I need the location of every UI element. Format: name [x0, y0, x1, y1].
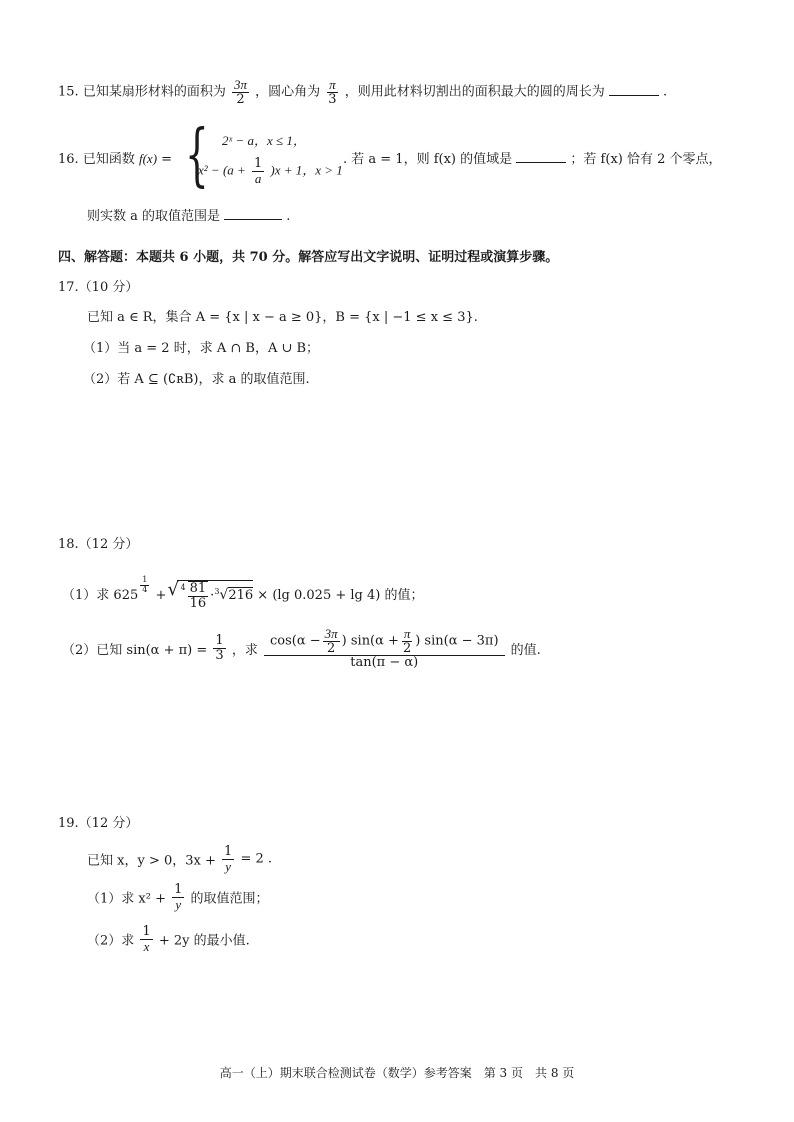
q16-case-2-frac-num: 1 — [253, 156, 263, 171]
q16-piecewise-brace: { — [185, 116, 209, 195]
q18-p1-exp-num: 1 — [142, 575, 148, 585]
q16-case-2-b: )x + 1，x > 1 — [270, 162, 343, 178]
q15-area-fraction — [232, 78, 249, 106]
q16-answer-blank-2 — [224, 208, 282, 220]
q18-p2-denominator: tan(π − α) — [350, 655, 419, 671]
q18-p2-n1-frac — [323, 627, 340, 655]
q18-p1-rad-den: 16 — [189, 595, 207, 611]
q18-p1-exponent — [140, 576, 149, 594]
q16-case-1-text: 2ˣ − a，x ≤ 1， — [222, 133, 306, 148]
q18-p2-value-num: 1 — [215, 633, 224, 649]
q19-stem-fraction — [222, 845, 234, 873]
q19-p2-a: （2）求 — [87, 933, 135, 949]
q19-stem — [87, 845, 272, 873]
q15-area-num: 3π — [233, 77, 247, 92]
q18-header: 18.（12 分） — [58, 537, 139, 552]
q18-p1-exp-den: 4 — [142, 584, 148, 594]
q15-answer-blank — [609, 84, 659, 96]
q15-text-2: ，圆心角为 — [255, 84, 321, 100]
q19-p1-fraction — [172, 883, 184, 911]
q19-part-1 — [87, 883, 269, 911]
q15-angle-den: 3 — [328, 91, 337, 107]
q19-stem-b: = 2 . — [240, 851, 272, 867]
q15-area-den: 2 — [236, 91, 245, 107]
q18-p1-rad-num: 81 — [189, 581, 207, 596]
q16-case-1 — [222, 130, 306, 149]
q16-case-2-frac-den: a — [254, 170, 262, 186]
q16-text-2: . 若 a = 1，则 f(x) 的值域是 — [343, 152, 513, 167]
q18-part-1 — [62, 575, 424, 611]
q17-part-2: （2）若 A ⊆ (∁ʀB)，求 a 的取值范围. — [83, 372, 310, 387]
q16-number: 16. — [58, 152, 79, 167]
q16-text-3: ；若 f(x) 恰有 2 个零点， — [570, 152, 722, 167]
q19-p2-f-den: x — [143, 938, 150, 954]
q18-p2-n2f-num: π — [403, 626, 411, 641]
section-4-title: 四、解答题：本题共 6 小题，共 70 分。解答应写出文字说明、证明过程或演算步骤。 — [58, 250, 559, 265]
q15-text-3: ，则用此材料切割出的面积最大的圆的周长为 — [344, 84, 605, 100]
q18-p2-end: 的值. — [510, 642, 541, 658]
q18-p2-label: （2）已知 sin(α + π) = — [62, 642, 208, 658]
q19-p1-a: （1）求 x² + — [87, 891, 166, 907]
q16-end: . — [286, 209, 291, 224]
q17-part-1: （1）当 a = 2 时，求 A ∩ B，A ∪ B； — [83, 341, 320, 356]
q16-case-2-a: x² − (a + — [198, 162, 246, 178]
q19-p1-f-num: 1 — [174, 882, 183, 897]
q19-stem-a: 已知 x，y > 0，3x + — [87, 853, 216, 869]
q18-p2-n1f-num: 3π — [324, 626, 338, 641]
q17-header: 17.（10 分） — [58, 280, 139, 295]
q18-p1-root-index-4: 4 — [180, 582, 186, 592]
q16-text-4: 则实数 a 的取值范围是 — [87, 209, 221, 224]
q18-part-2 — [62, 627, 541, 670]
q16-eq: = — [161, 152, 173, 167]
question-16-line2 — [87, 205, 290, 224]
q18-p2-numerator — [264, 627, 505, 656]
q18-p2-value-den: 3 — [215, 647, 224, 663]
q18-p1-plus: + — [155, 588, 167, 604]
q18-p2-value-fraction — [213, 634, 225, 662]
q18-p1-radicand-fraction — [188, 581, 209, 610]
q15-number: 15. — [58, 84, 79, 100]
q18-p2-n2: ) sin(α + — [341, 633, 399, 649]
q18-p2-n2-frac — [401, 627, 413, 655]
question-16-cont — [343, 148, 722, 167]
q18-p1-root-index-3: 3 — [214, 586, 220, 596]
question-16-line1 — [58, 148, 172, 167]
q16-case-2 — [198, 157, 343, 185]
q15-text-1: 已知某扇形材料的面积为 — [82, 84, 226, 100]
q18-p1-base: 625 — [113, 588, 139, 604]
q18-p1-216: 216 — [228, 588, 254, 604]
q18-p1-rest: × (lg 0.025 + lg 4) 的值； — [257, 588, 424, 604]
q19-stem-f-den: y — [225, 858, 232, 874]
q16-fx: f(x) — [138, 151, 158, 166]
q19-stem-f-num: 1 — [224, 844, 233, 859]
q18-p2-text-b: ，求 — [231, 642, 258, 658]
page-footer: 高一（上）期末联合检测试卷（数学）参考答案 第 3 页 共 8 页 — [219, 1066, 575, 1080]
q18-p2-n3: ) sin(α − 3π) — [415, 633, 499, 649]
q18-p1-label: （1）求 — [62, 588, 110, 604]
q18-p2-big-fraction — [264, 627, 505, 670]
q18-p1-outer-root: √ $^4$ $\frac{81}{16}$ ·$^3$√216 — [167, 579, 254, 611]
q19-p2-fraction — [140, 925, 152, 953]
q17-stem: 已知 a ∈ R，集合 A = {x | x − a ≥ 0}，B = {x | −1 ≤ x ≤ 3}. — [87, 310, 478, 325]
q15-end: . — [663, 84, 668, 100]
q19-p2-f-num: 1 — [142, 924, 151, 939]
q18-p2-n2f-den: 2 — [402, 640, 412, 656]
q16-text-1: 已知函数 — [82, 152, 135, 167]
q19-p1-b: 的取值范围； — [190, 891, 269, 907]
q19-part-2 — [87, 925, 250, 953]
q16-answer-blank-1 — [516, 151, 566, 163]
question-15 — [58, 78, 667, 106]
q15-angle-num: π — [329, 77, 336, 92]
q19-header: 19.（12 分） — [58, 816, 139, 831]
q18-p2-n1: cos(α − — [269, 633, 321, 649]
q16-case-2-fraction — [252, 157, 264, 185]
q15-angle-fraction — [326, 78, 338, 106]
q18-p2-n1f-den: 2 — [327, 640, 336, 656]
q19-p1-f-den: y — [175, 896, 182, 912]
q19-p2-b: + 2y 的最小值. — [158, 933, 250, 949]
